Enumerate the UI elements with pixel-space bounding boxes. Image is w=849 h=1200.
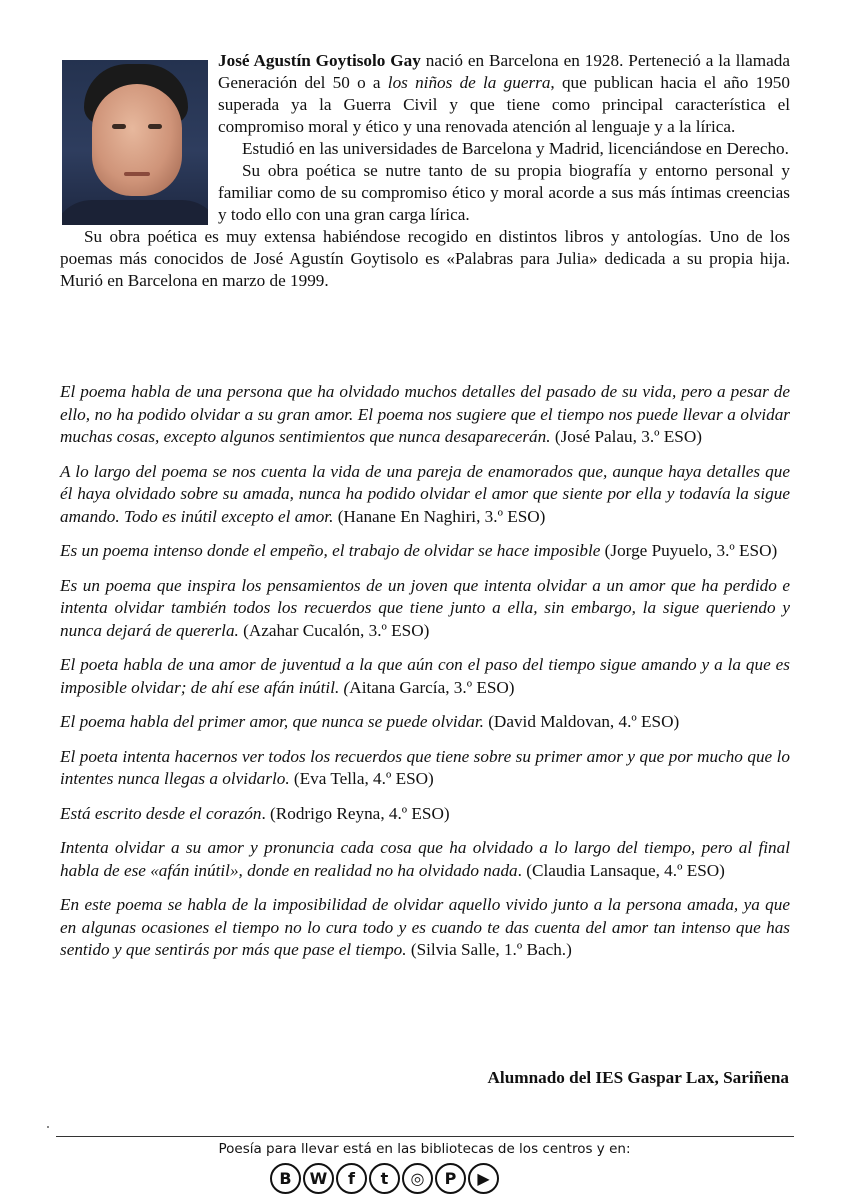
footer-divider [56, 1136, 794, 1137]
signature: Alumnado del IES Gaspar Lax, Sariñena [487, 1068, 789, 1087]
comment-paragraph: Intenta olvidar a su amor y pronuncia cada cosa que ha olvidado a lo largo del tiempo, pero al final habla de ese «afán inútil», donde en realidad no ha olvidado nada. (Claudia Lansaque, 4.º ESO) [60, 838, 790, 880]
comment-paragraph: Es un poema intenso donde el empeño, el trabajo de olvidar se hace imposible (Jorge Puyuelo, 3.º ESO) [60, 541, 778, 560]
bio-paragraph-2: Estudió en las universidades de Barcelona y Madrid, licenciándose en Derecho. [242, 139, 789, 158]
comment-paragraph: El poema habla de una persona que ha olvidado muchos detalles del pasado de su vida, pero a pesar de ello, no ha podido olvidar a su gran amor. El poema nos sugiere que el tiempo nos puede llevar a olvidar muchas cosas, excepto algunos sentimientos que nunca desaparecerán. (José Palau, 3.º ESO) [60, 382, 790, 446]
wordpress-icon[interactable]: W [303, 1163, 334, 1194]
bio-paragraph-3: Su obra poética se nutre tanto de su propia biografía y entorno personal y familiar como de su compromiso ético y moral acorde a sus más íntimas creencias y todo ello con una gran carga lírica. [218, 161, 790, 224]
bio-paragraph-4: Su obra poética es muy extensa habiéndose recogido en distintos libros y antologías. Uno de los poemas más conocidos de José Agustín Goytisolo es «Palabras para Julia» dedicada a su propia hija. Murió en Barcelona en marzo de 1999. [60, 227, 790, 290]
youtube-icon[interactable]: ▶ [468, 1163, 499, 1194]
author-biography [60, 50, 790, 292]
author-name: José Agustín Goytisolo Gay [218, 51, 421, 70]
comment-paragraph: El poema habla del primer amor, que nunca se puede olvidar. (David Maldovan, 4.º ESO) [60, 712, 680, 731]
twitter-icon[interactable]: t [369, 1163, 400, 1194]
blogger-icon[interactable]: B [270, 1163, 301, 1194]
facebook-icon[interactable]: f [336, 1163, 367, 1194]
author-portrait [62, 60, 208, 225]
comment-paragraph: Es un poema que inspira los pensamientos de un joven que intenta olvidar a un amor que ha perdido e intenta olvidar también todos los recuerdos que tiene junto a ella, sin embargo, la sigue queriendo y nunca dejará de quererla. (Azahar Cucalón, 3.º ESO) [60, 575, 790, 640]
instagram-icon[interactable]: ◎ [402, 1163, 433, 1194]
comment-paragraph: El poeta habla de una amor de juventud a la que aún con el paso del tiempo sigue amando y a la que es imposible olvidar; de ahí ese afán inútil. (Aitana García, 3.º ESO) [60, 655, 790, 697]
comment-paragraph: A lo largo del poema se nos cuenta la vida de una pareja de enamorados que, aunque haya detalles que él haya olvidado sobre su amada, nunca ha podido olvidar el amor que siente por ella y todavía la sigue amando. Todo es inútil excepto el amor. (Hanane En Naghiri, 3.º ESO) [60, 461, 790, 526]
pinterest-icon[interactable]: P [435, 1163, 466, 1194]
comment-paragraph: Está escrito desde el corazón. (Rodrigo Reyna, 4.º ESO) [60, 803, 450, 823]
bio-paragraph-1: José Agustín Goytisolo Gay nació en Barcelona en 1928. Perteneció a la llamada Generación del 50 o a los niños de la guerra, que publican hacia el año 1950 superada ya la Guerra Civil y que tiene como principal característica el compromiso moral y ético y una renovada atención al lenguaje y a la lírica. [218, 51, 790, 136]
stray-dot [47, 1126, 49, 1128]
student-comments [60, 381, 790, 974]
footer-text: Poesía para llevar está en las bibliotecas de los centros y en: [218, 1141, 631, 1157]
social-icons [270, 1163, 540, 1197]
comment-paragraph: El poeta intenta hacernos ver todos los recuerdos que tiene sobre su primer amor y que por mucho que lo intentes nunca llegas a olvidarlo. (Eva Tella, 4.º ESO) [60, 746, 790, 788]
comment-paragraph: En este poema se habla de la imposibilidad de olvidar aquello vivido junto a la persona amada, ya que en algunas ocasiones el tiempo no lo cura todo y es cuando te das cuenta del amor tan intenso que has sentido y que sentirás por más que pase el tiempo. (Silvia Salle, 1.º Bach.) [60, 895, 790, 959]
